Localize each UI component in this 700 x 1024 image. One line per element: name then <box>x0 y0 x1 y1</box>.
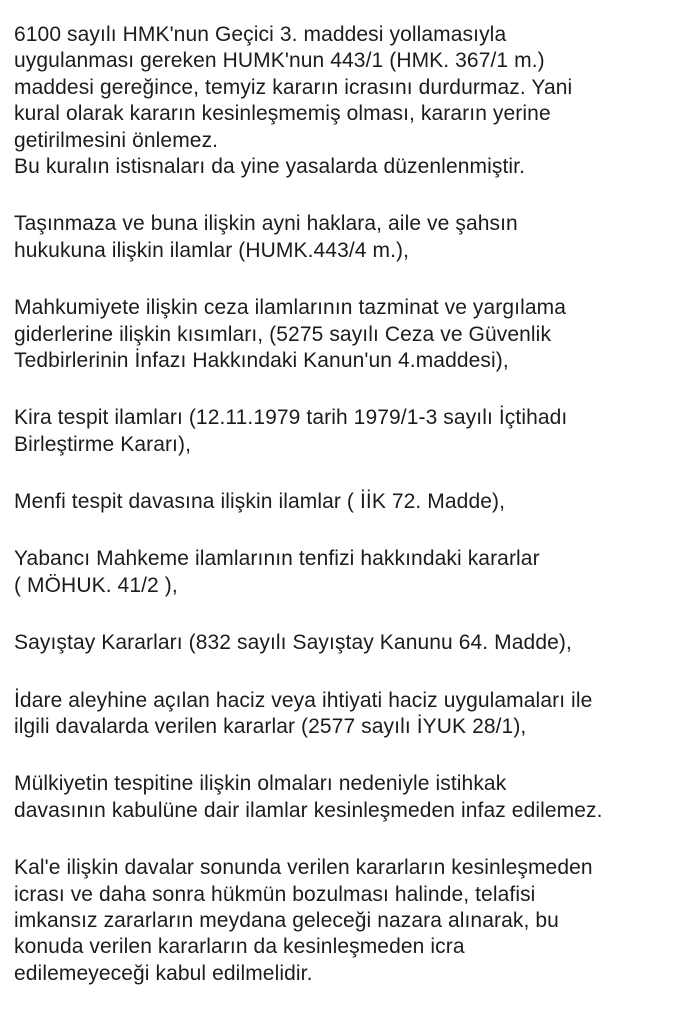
text-line: ilgili davalarda verilen kararlar (2577 sayılı İYUK 28/1), <box>14 715 527 739</box>
text-line: Kira tespit ilamları (12.11.1979 tarih 1979/1-3 sayılı İçtihadı <box>14 406 568 430</box>
text-line: Tedbirlerinin İnfazı Hakkındaki Kanun'un 4.maddesi), <box>14 348 509 372</box>
text-line: uygulanması gereken HUMK'nun 443/1 (HMK. 367/1 m.) <box>14 49 545 73</box>
text-line: Sayıştay Kararları (832 sayılı Sayıştay Kanunu 64. Madde), <box>14 631 572 655</box>
text-line: getirilmesini önlemez. <box>14 128 219 152</box>
text-line: davasının kabulüne dair ilamlar kesinleşmeden infaz edilemez. <box>14 798 603 822</box>
paragraph-exception-criminal <box>14 295 694 374</box>
paragraph-spacer <box>14 657 694 688</box>
document-body <box>14 22 694 987</box>
paragraph-spacer <box>14 740 694 771</box>
paragraph-exception-foreign-court <box>14 546 694 599</box>
paragraph-exception-rent <box>14 405 694 458</box>
text-line: ( MÖHUK. 41/2 ), <box>14 573 178 597</box>
text-line: icrası ve daha sonra hükmün bozulması halinde, telafisi <box>14 882 536 906</box>
text-line: Menfi tespit davasına ilişkin ilamlar ( İİK 72. Madde), <box>14 490 506 514</box>
text-line: Yabancı Mahkeme ilamlarının tenfizi hakkındaki kararlar <box>14 547 540 571</box>
paragraph-spacer <box>14 824 694 855</box>
paragraph-spacer <box>14 264 694 295</box>
text-line: 6100 sayılı HMK'nun Geçici 3. maddesi yollamasıyla <box>14 23 507 46</box>
text-line: edilemeyeceği kabul edilmelidir. <box>14 961 313 985</box>
text-line: hukukuna ilişkin ilamlar (HUMK.443/4 m.), <box>14 238 410 262</box>
paragraph-exception-administration <box>14 688 694 741</box>
paragraph-exception-removal <box>14 855 694 987</box>
paragraph-exception-negative-declaratory <box>14 489 694 515</box>
paragraph-spacer <box>14 374 694 405</box>
text-line: Birleştirme Kararı), <box>14 432 192 456</box>
paragraph-spacer <box>14 180 694 211</box>
text-line: maddesi gereğince, temyiz kararın icrasını durdurmaz. Yani <box>14 75 573 99</box>
text-line: İdare aleyhine açılan haciz veya ihtiyati haciz uygulamaları ile <box>14 688 593 712</box>
paragraph-spacer <box>14 458 694 489</box>
text-line: Taşınmaza ve buna ilişkin ayni haklara, aile ve şahsın <box>14 212 518 236</box>
paragraph-exception-ownership <box>14 771 694 824</box>
paragraph-intro <box>14 22 694 180</box>
text-line: Mülkiyetin tespitine ilişkin olmaları nedeniyle istihkak <box>14 772 507 796</box>
text-line: imkansız zararların meydana geleceği nazara alınarak, bu <box>14 908 559 932</box>
paragraph-spacer <box>14 599 694 630</box>
text-line: konuda verilen kararların da kesinleşmeden icra <box>14 935 465 959</box>
paragraph-exception-immovables <box>14 211 694 264</box>
text-line: Bu kuralın istisnaları da yine yasalarda düzenlenmiştir. <box>14 154 526 178</box>
paragraph-spacer <box>14 515 694 546</box>
paragraph-exception-court-of-accounts <box>14 630 694 656</box>
text-line: Mahkumiyete ilişkin ceza ilamlarının tazminat ve yargılama <box>14 296 567 320</box>
text-line: kural olarak kararın kesinleşmemiş olması, kararın yerine <box>14 102 551 126</box>
text-line: Kal'e ilişkin davalar sonunda verilen kararların kesinleşmeden <box>14 856 593 880</box>
text-line: giderlerine ilişkin kısımları, (5275 sayılı Ceza ve Güvenlik <box>14 322 552 346</box>
